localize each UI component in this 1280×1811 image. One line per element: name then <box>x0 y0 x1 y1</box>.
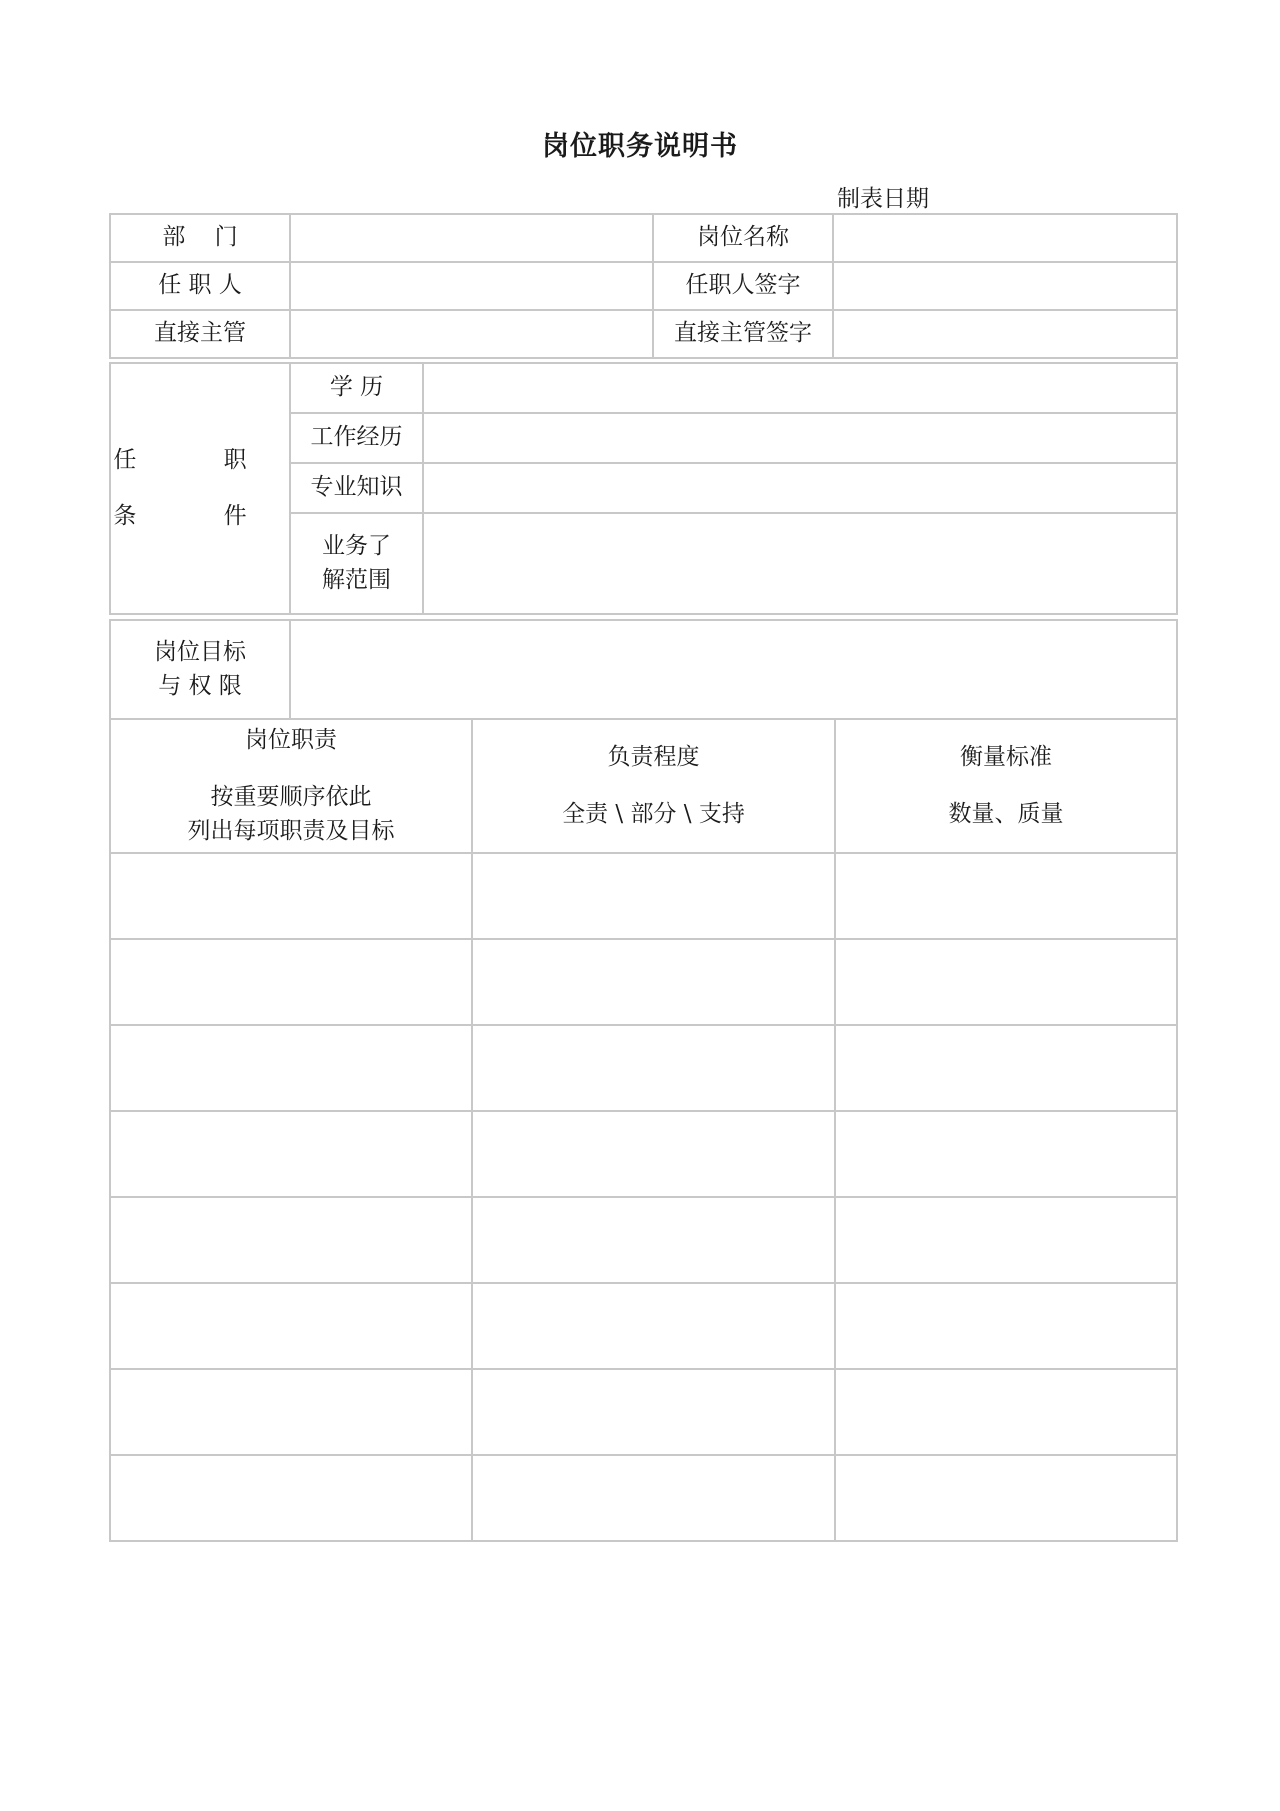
table-row <box>110 1025 1177 1111</box>
table-row <box>110 262 1177 310</box>
education-label: 学 历 <box>290 363 423 413</box>
table-row <box>110 310 1177 358</box>
qualifications-table <box>109 362 1178 615</box>
table-row <box>110 1283 1177 1369</box>
degree-cell[interactable] <box>472 1025 835 1111</box>
table-row <box>110 1455 1177 1541</box>
incumbent-signature-field[interactable] <box>833 262 1177 310</box>
supervisor-label: 直接主管 <box>110 310 290 358</box>
degree-cell[interactable] <box>472 1283 835 1369</box>
incumbent-label: 任 职 人 <box>110 262 290 310</box>
qualifications-group-label: 任 职 条 件 <box>110 363 290 614</box>
degree-cell[interactable] <box>472 853 835 939</box>
work-experience-label: 工作经历 <box>290 413 423 463</box>
table-row <box>110 853 1177 939</box>
duties-header-row <box>110 719 1177 853</box>
standard-cell[interactable] <box>835 1369 1177 1455</box>
goal-field[interactable] <box>290 620 1177 719</box>
duty-cell[interactable] <box>110 1197 472 1283</box>
degree-cell[interactable] <box>472 1369 835 1455</box>
table-row <box>110 1369 1177 1455</box>
duty-cell[interactable] <box>110 1283 472 1369</box>
position-name-field[interactable] <box>833 214 1177 262</box>
degree-cell[interactable] <box>472 1197 835 1283</box>
duty-cell[interactable] <box>110 1369 472 1455</box>
department-label: 部 门 <box>110 214 290 262</box>
table-row <box>110 363 1177 413</box>
standard-cell[interactable] <box>835 1197 1177 1283</box>
business-scope-label: 业务了 解范围 <box>290 513 423 614</box>
table-row <box>110 939 1177 1025</box>
degree-cell[interactable] <box>472 1111 835 1197</box>
standard-cell[interactable] <box>835 1111 1177 1197</box>
supervisor-signature-label: 直接主管签字 <box>653 310 833 358</box>
duties-header: 岗位职责 按重要顺序依此 列出每项职责及目标 <box>110 719 472 853</box>
standard-cell[interactable] <box>835 853 1177 939</box>
table-row <box>110 620 1177 719</box>
standard-cell[interactable] <box>835 1455 1177 1541</box>
work-experience-field[interactable] <box>423 413 1177 463</box>
incumbent-field[interactable] <box>290 262 653 310</box>
duty-cell[interactable] <box>110 1025 472 1111</box>
degree-cell[interactable] <box>472 939 835 1025</box>
business-scope-field[interactable] <box>423 513 1177 614</box>
table-row <box>110 1197 1177 1283</box>
basic-info-table <box>109 213 1178 359</box>
duty-cell[interactable] <box>110 1455 472 1541</box>
position-name-label: 岗位名称 <box>653 214 833 262</box>
table-row <box>110 214 1177 262</box>
professional-knowledge-field[interactable] <box>423 463 1177 513</box>
duty-cell[interactable] <box>110 939 472 1025</box>
standard-cell[interactable] <box>835 939 1177 1025</box>
education-field[interactable] <box>423 363 1177 413</box>
goal-label: 岗位目标 与 权 限 <box>110 620 290 719</box>
table-row <box>110 1111 1177 1197</box>
degree-cell[interactable] <box>472 1455 835 1541</box>
degree-header: 负责程度 全责 \ 部分 \ 支持 <box>472 719 835 853</box>
standard-cell[interactable] <box>835 1283 1177 1369</box>
professional-knowledge-label: 专业知识 <box>290 463 423 513</box>
duty-cell[interactable] <box>110 853 472 939</box>
goal-table <box>109 619 1178 720</box>
incumbent-signature-label: 任职人签字 <box>653 262 833 310</box>
date-label: 制表日期 <box>837 186 929 212</box>
document-title: 岗位职务说明书 <box>542 131 738 162</box>
supervisor-field[interactable] <box>290 310 653 358</box>
duties-table <box>109 718 1178 1542</box>
supervisor-signature-field[interactable] <box>833 310 1177 358</box>
standard-cell[interactable] <box>835 1025 1177 1111</box>
standard-header: 衡量标准 数量、质量 <box>835 719 1177 853</box>
duty-cell[interactable] <box>110 1111 472 1197</box>
department-field[interactable] <box>290 214 653 262</box>
